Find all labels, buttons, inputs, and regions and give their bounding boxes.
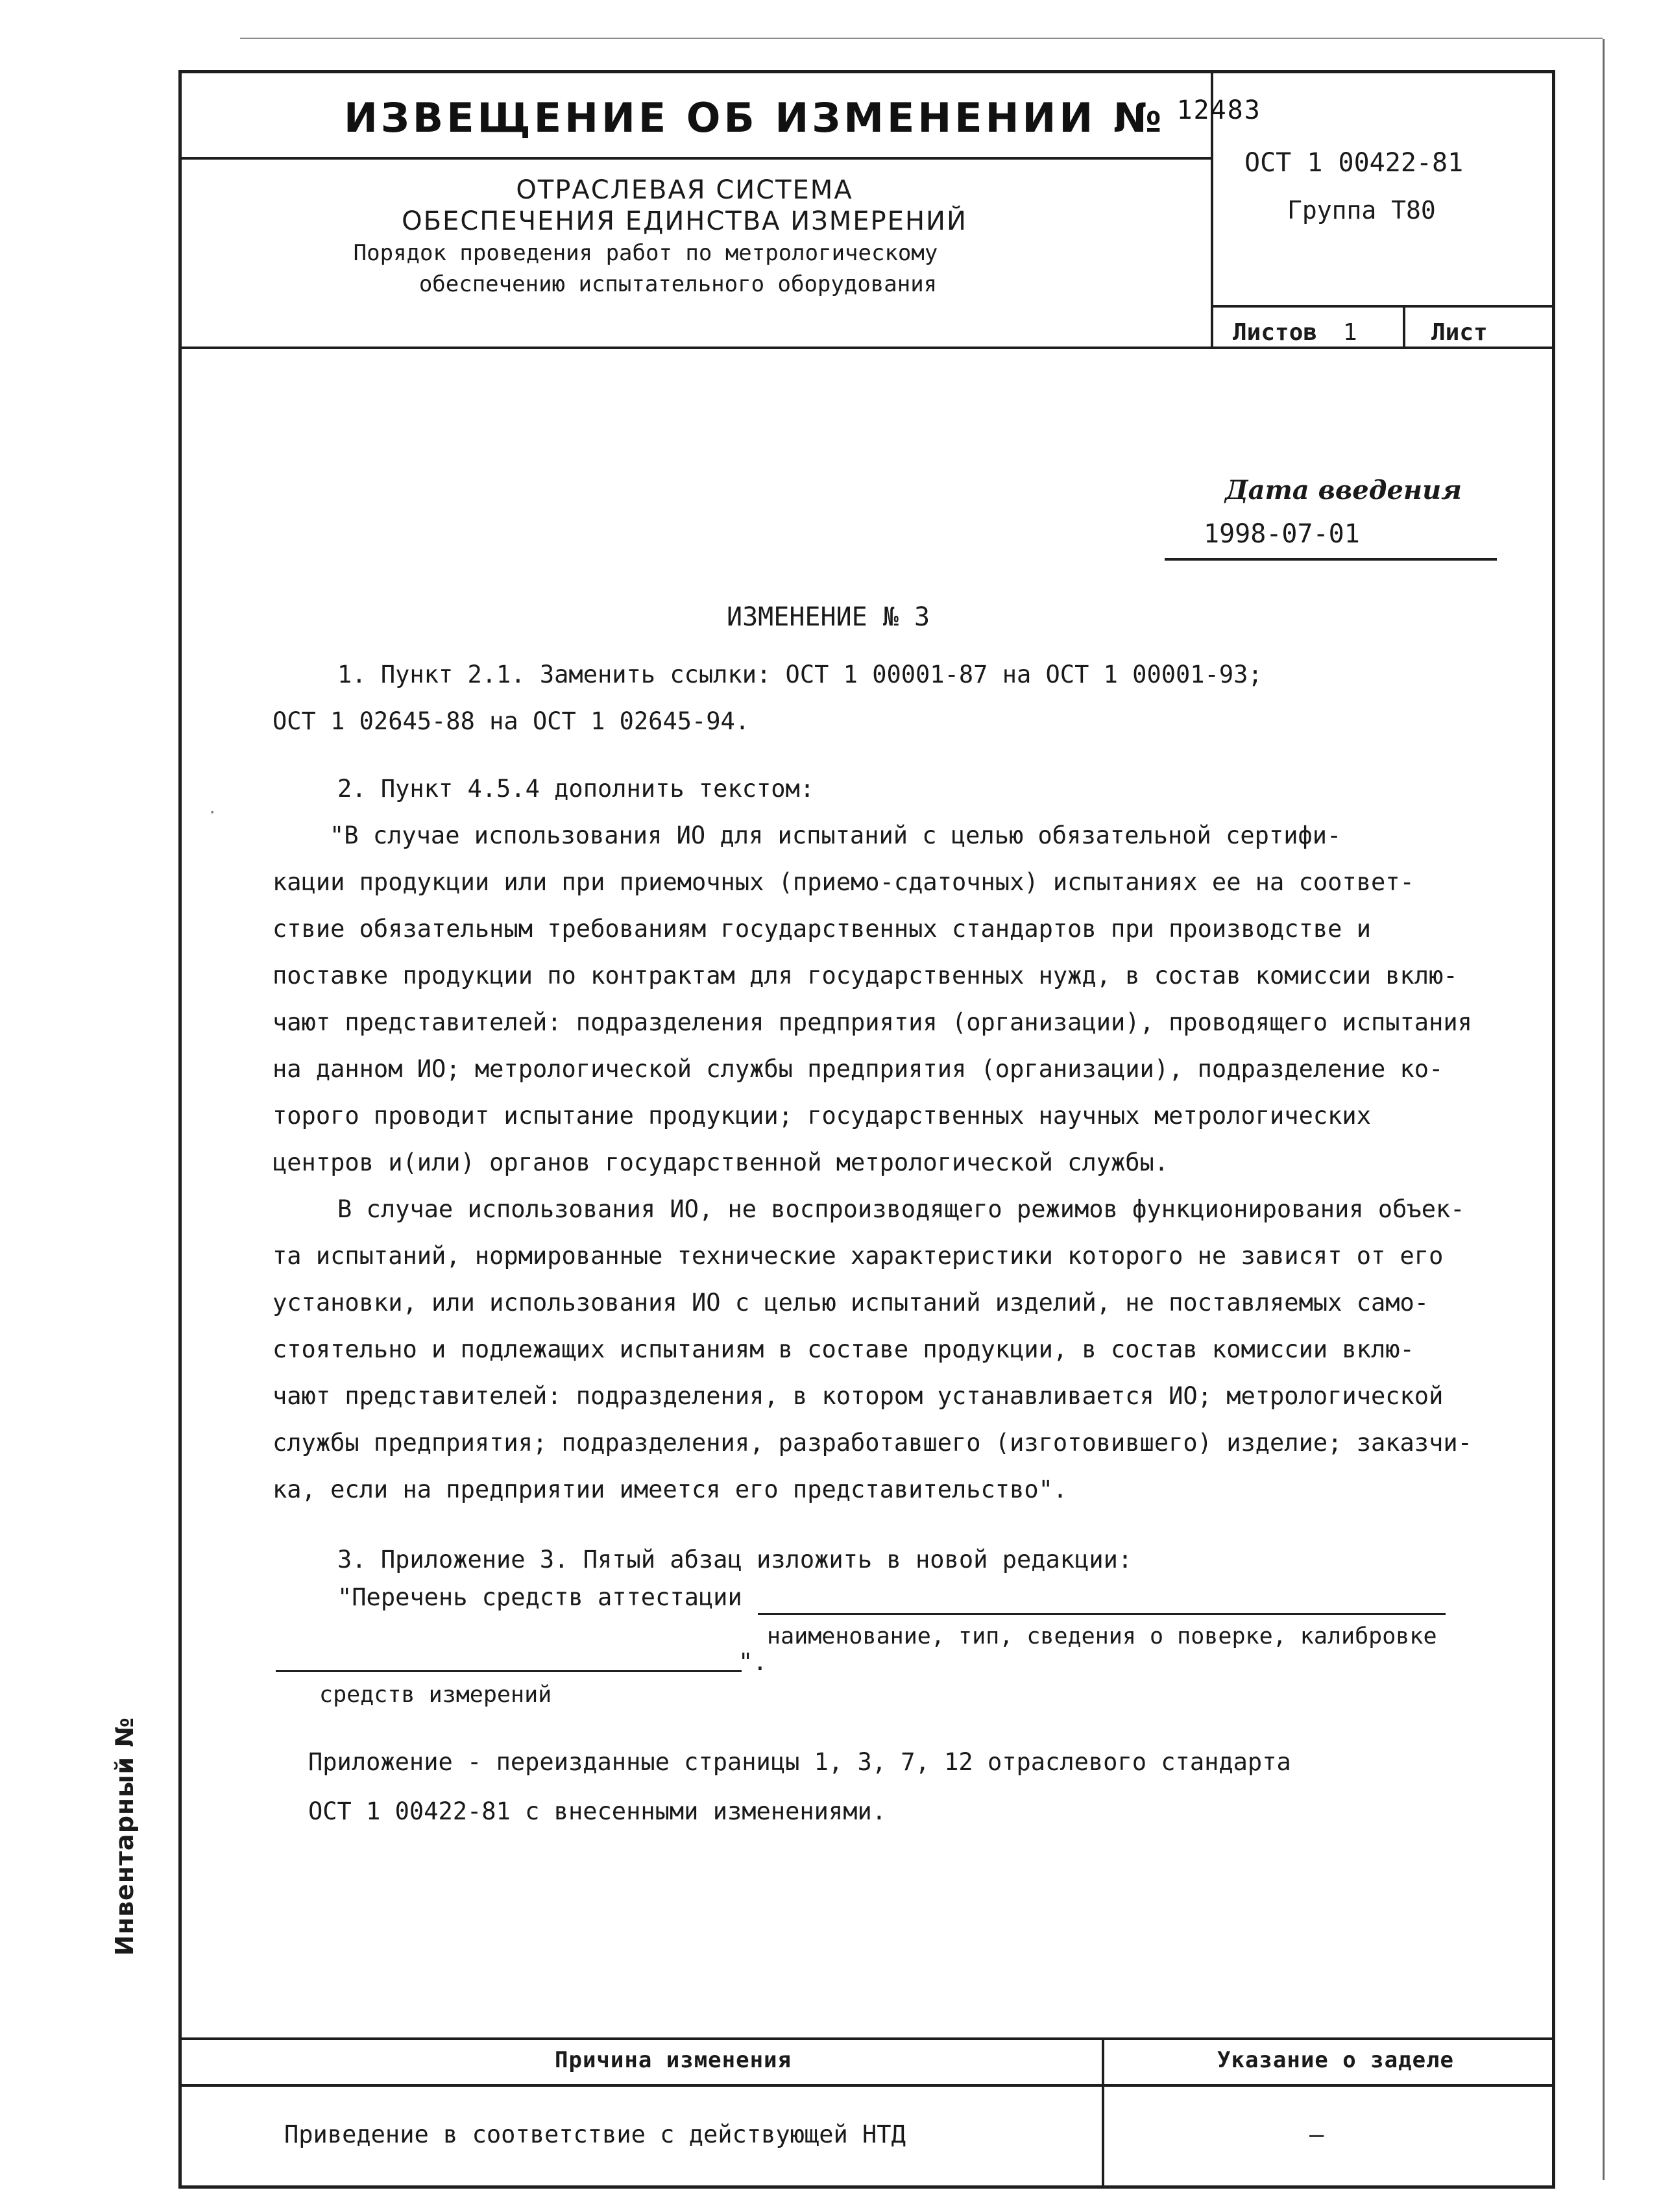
item-2-line: службы предприятия; подразделения, разработавшего (изготовившего) изделие; заказчи-: [273, 1429, 1472, 1457]
standard-code: ОСТ 1 00422-81: [1244, 148, 1464, 178]
sheets-count-value: 1: [1343, 319, 1357, 346]
backlog-column-header: Указание о заделе: [1217, 2047, 1454, 2073]
reason-value: Приведение в соответствие с действующей НТД: [284, 2121, 906, 2148]
header-sheets-divider: [1403, 305, 1405, 348]
scan-edge-top: [240, 38, 1603, 39]
notice-title: [344, 94, 1261, 141]
header-sheets-top: [1211, 305, 1555, 308]
scan-edge-right: [1603, 39, 1605, 2180]
footer-column-divider: [1102, 2037, 1104, 2189]
subject-line-2: обеспечению испытательного оборудования: [418, 271, 938, 297]
item-2-line: торого проводит испытание продукции; государственных научных метрологических: [273, 1102, 1371, 1130]
standard-group: Группа Т80: [1287, 196, 1436, 225]
item-2-line: центров и(или) органов государственной метрологической службы.: [273, 1149, 1169, 1176]
notice-number: 12483: [1176, 95, 1261, 125]
item-2-line: ка, если на предприятии имеется его представительство".: [273, 1476, 1068, 1503]
effective-date-underline: [1165, 558, 1497, 561]
item-2-line: В случае использования ИО, не воспроизводящего режимов функционирования объек-: [337, 1195, 1465, 1223]
measuring-tools-hint: средств измерений: [319, 1682, 552, 1708]
item-2-line: чают представителей: подразделения предприятия (организации), проводящего испытания: [273, 1008, 1472, 1036]
change-heading: ИЗМЕНЕНИЕ № 3: [727, 602, 930, 632]
attestation-field-end: ".: [738, 1648, 768, 1676]
item-1-paragraph: [273, 651, 1499, 745]
item-2-line: "В случае использования ИО для испытаний с целью обязательной сертифи-: [330, 821, 1342, 849]
item-2-line: на данном ИО; метрологической службы предприятия (организации), подразделение ко-: [273, 1055, 1444, 1083]
item-2-line: установки, или использования ИО с целью испытаний изделий, не поставляемых само-: [273, 1289, 1429, 1317]
appendix-line-1: Приложение - переизданные страницы 1, 3, 7, 12 отраслевого стандарта: [308, 1748, 1291, 1776]
system-name-line-1: ОТРАСЛЕВАЯ СИСТЕМА: [516, 175, 853, 205]
attestation-field-hint: наименование, тип, сведения о поверке, калибровке: [767, 1623, 1437, 1649]
item-1-line: 1. Пункт 2.1. Заменить ссылки: ОСТ 1 00001-87 на ОСТ 1 00001-93;: [337, 661, 1263, 688]
attestation-field-lead: "Перечень средств аттестации: [337, 1583, 742, 1611]
notice-title-text: ИЗВЕЩЕНИЕ ОБ ИЗМЕНЕНИИ №: [344, 94, 1165, 141]
measuring-tools-blank-line: [276, 1670, 742, 1672]
subject-line-1: Порядок проведения работ по метрологическому: [353, 240, 938, 266]
item-3-heading: [273, 1537, 1499, 1583]
sheet-number-label: Лист: [1431, 319, 1488, 346]
effective-date-value: 1998-07-01: [1204, 519, 1360, 549]
backlog-value: –: [1309, 2121, 1324, 2148]
sheets-count-label: Листов: [1233, 319, 1318, 346]
reason-column-header: Причина изменения: [555, 2047, 792, 2073]
item-3-heading-text: 3. Приложение 3. Пятый абзац изложить в новой редакции:: [337, 1546, 1133, 1574]
item-2-line: поставке продукции по контрактам для государственных нужд, в состав комиссии вклю-: [273, 962, 1458, 990]
item-1-line: ОСТ 1 02645-88 на ОСТ 1 02645-94.: [273, 707, 750, 735]
header-title-divider: [178, 157, 1213, 160]
header-bottom-divider: [178, 346, 1555, 349]
item-2-line: 2. Пункт 4.5.4 дополнить текстом:: [337, 775, 815, 803]
item-2-line: чают представителей: подразделения, в котором устанавливается ИО; метрологической: [273, 1382, 1444, 1410]
margin-mark: ·: [208, 803, 217, 821]
effective-date-label: Дата введения: [1225, 475, 1462, 505]
footer-header-divider: [178, 2084, 1555, 2087]
item-2-line: стоятельно и подлежащих испытаниям в составе продукции, в состав комиссии вклю-: [273, 1335, 1414, 1363]
inventory-number-label: Инвентарный №: [110, 1716, 139, 1956]
item-2-paragraph: [273, 766, 1499, 1513]
footer-top-divider: [178, 2037, 1555, 2040]
item-2-line: та испытаний, нормированные технические характеристики которого не зависят от его: [273, 1242, 1444, 1270]
attestation-blank-line: [758, 1613, 1446, 1615]
item-2-line: ствие обязательным требованиям государственных стандартов при производстве и: [273, 915, 1371, 943]
item-2-line: кации продукции или при приемочных (приемо-сдаточных) испытаниях ее на соответ-: [273, 868, 1414, 896]
system-name-line-2: ОБЕСПЕЧЕНИЯ ЕДИНСТВА ИЗМЕРЕНИЙ: [402, 206, 967, 236]
appendix-line-2: ОСТ 1 00422-81 с внесенными изменениями.: [308, 1797, 887, 1825]
